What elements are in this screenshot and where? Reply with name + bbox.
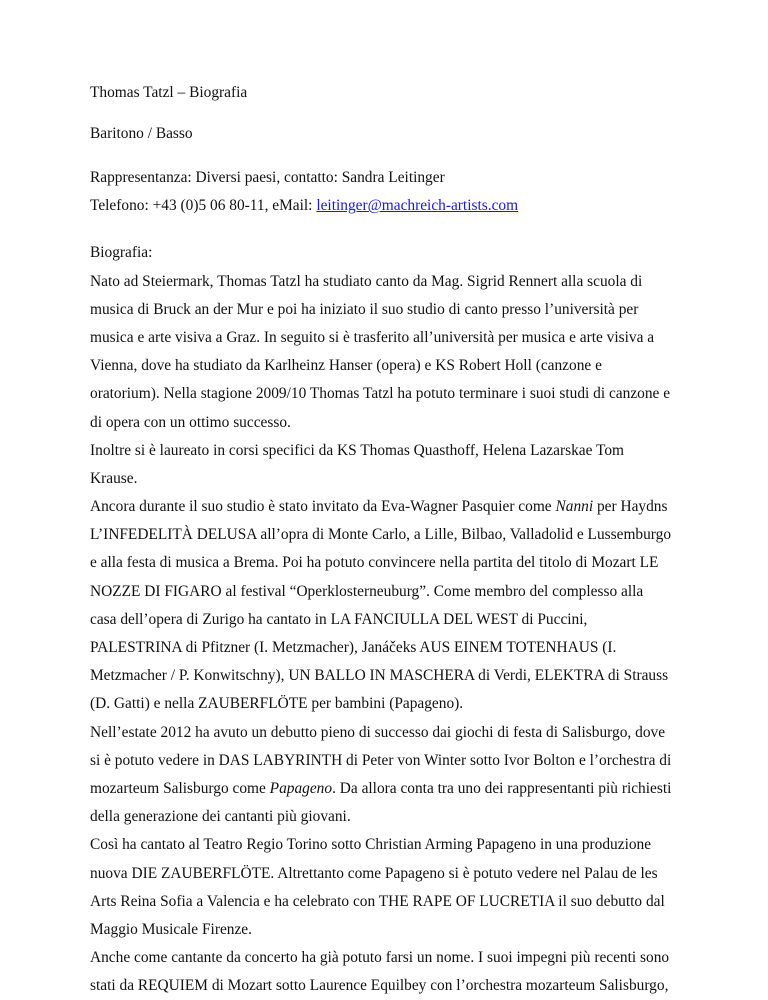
bio-line: Vienna, dove ha studiato da Karlheinz Hanser (opera) e KS Robert Holl (canzone e — [90, 357, 602, 375]
bio-heading: Biografia: — [90, 244, 153, 262]
page-title: Thomas Tatzl – Biografia — [90, 84, 248, 101]
bio-line: Krause. — [90, 469, 138, 487]
bio-line: stati da REQUIEM di Mozart sotto Laurence Equilbey con l’orchestra mozarteum Salisburgo, — [90, 977, 669, 995]
bio-text: Ancora durante il suo studio è stato invitato da Eva-Wagner Pasquier come — [90, 498, 556, 516]
spacer — [90, 220, 694, 239]
bio-line: Maggio Musicale Firenze. — [90, 920, 252, 938]
role-name: Nanni — [555, 498, 594, 516]
bio-line: nuova DIE ZAUBERFLÖTE. Altrettanto come Papageno si è potuto vedere nel Palau de les — [90, 864, 658, 882]
bio-line: Nato ad Steiermark, Thomas Tatzl ha studiato canto da Mag. Sigrid Rennert alla scuola di — [90, 272, 643, 290]
bio-line: Nell’estate 2012 ha avuto un debutto pieno di successo dai giochi di festa di Salisburgo, dove — [90, 723, 666, 741]
role-name: Papageno — [269, 779, 333, 797]
bio-line: di opera con un ottimo successo. — [90, 413, 291, 431]
voice-type: Baritono / Basso — [90, 125, 193, 142]
bio-line: della generazione dei cantanti più giovani. — [90, 808, 351, 826]
bio-line: NOZZE DI FIGARO al festival “Operklosterneuburg”. Come membro del complesso alla — [90, 582, 644, 600]
bio-line: Così ha cantato al Teatro Regio Torino sotto Christian Arming Papageno in una produzione — [90, 836, 652, 854]
bio-line: Metzmacher / P. Konwitschny), UN BALLO IN MASCHERA di Verdi, ELEKTRA di Strauss — [90, 667, 669, 685]
email-link[interactable]: leitinger@machreich-artists.com — [316, 197, 519, 215]
bio-line: casa dell’opera di Zurigo ha cantato in LA FANCIULLA DEL WEST di Puccini, — [90, 610, 588, 628]
bio-line: musica di Bruck an der Mur e poi ha iniziato il suo studio di canto presso l’università per — [90, 300, 639, 318]
bio-line: (D. Gatti) e nella ZAUBERFLÖTE per bambini (Papageno). — [90, 695, 464, 713]
bio-line: PALESTRINA di Pfitzner (I. Metzmacher), Janáčeks AUS EINEM TOTENHAUS (I. — [90, 639, 617, 656]
bio-line: oratorium). Nella stagione 2009/10 Thomas Tatzl ha potuto terminare i suoi studi di canzone e — [90, 385, 671, 403]
spacer — [90, 104, 694, 123]
bio-text: mozarteum Salisburgo come — [90, 779, 270, 797]
bio-line: Anche come cantante da concerto ha già potuto farsi un nome. I suoi impegni più recenti sono — [90, 949, 670, 967]
bio-line: e alla festa di musica a Brema. Poi ha potuto convincere nella partita del titolo di Mozart LE — [90, 554, 659, 572]
representation-line: Rappresentanza: Diversi paesi, contatto: Sandra Leitinger — [90, 169, 445, 186]
bio-line: si è potuto vedere in DAS LABYRINTH di Peter von Winter sotto Ivor Bolton e l’orchestra di — [90, 751, 672, 769]
bio-line — [90, 775, 694, 803]
phone-text: Telefono: +43 (0)5 06 80-11, eMail: — [90, 197, 317, 215]
bio-text: . Da allora conta tra uno dei rappresentanti più richiesti — [332, 779, 672, 797]
document-page — [90, 82, 694, 1000]
bio-line: L’INFEDELITÀ DELUSA all’opra di Monte Carlo, a Lille, Bilbao, Valladolid e Lussemburgo — [90, 526, 672, 544]
contact-line — [90, 192, 694, 220]
bio-line: Inoltre si è laureato in corsi specifici da KS Thomas Quasthoff, Helena Lazarskae Tom — [90, 441, 625, 459]
bio-line — [90, 493, 694, 521]
bio-text: per Haydns — [593, 498, 668, 516]
bio-line: Arts Reina Sofia a Valencia e ha celebrato con THE RAPE OF LUCRETIA il suo debutto dal — [90, 892, 665, 910]
spacer — [90, 145, 694, 164]
bio-line: musica e arte visiva a Graz. In seguito si è trasferito all’università per musica e arte visiva a — [90, 328, 655, 346]
